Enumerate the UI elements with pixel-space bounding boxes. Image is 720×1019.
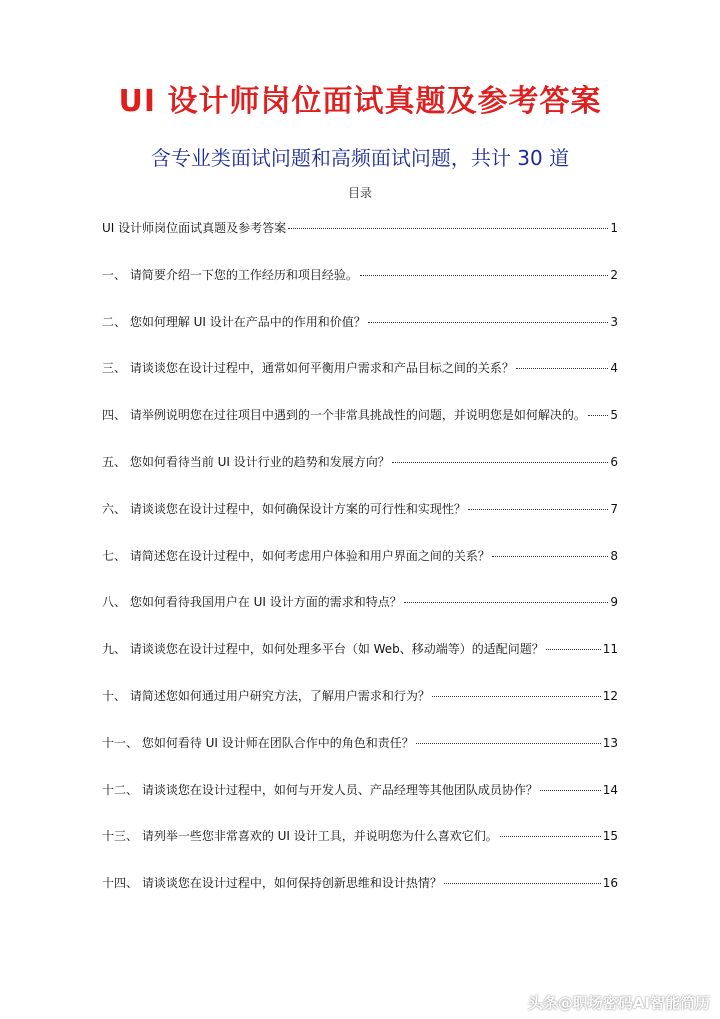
toc-entry-text: 六、 请谈谈您在设计过程中，如何确保设计方案的可行性和实现性？ — [102, 501, 466, 516]
toc-entry-text: 十、 请简述您如何通过用户研究方法，了解用户需求和行为？ — [102, 688, 430, 703]
toc-entry[interactable] — [102, 781, 618, 828]
toc-entry-page: 11 — [602, 642, 618, 657]
toc-entry[interactable] — [102, 266, 618, 313]
toc-leader-dots — [404, 602, 609, 603]
toc-entry[interactable] — [102, 827, 618, 874]
toc-entry-page: 1 — [610, 221, 618, 235]
toc-leader-dots — [492, 556, 609, 557]
toc-leader-dots — [416, 743, 601, 744]
toc-entry-text: 三、 请谈谈您在设计过程中，通常如何平衡用户需求和产品目标之间的关系？ — [102, 361, 514, 376]
toc-entry-text: 十二、 请谈谈您在设计过程中，如何与开发人员、产品经理等其他团队成员协作？ — [102, 782, 538, 797]
toc-leader-dots — [588, 415, 609, 416]
toc-leader-dots — [288, 228, 608, 229]
table-of-contents — [102, 219, 618, 921]
toc-leader-dots — [392, 462, 609, 463]
toc-entry[interactable] — [102, 593, 618, 640]
toc-entry-page: 6 — [610, 454, 618, 469]
toc-entry-text: 十三、 请列举一些您非常喜欢的 UI 设计工具，并说明您为什么喜欢它们。 — [102, 829, 498, 844]
toc-entry-text: 四、 请举例说明您在过往项目中遇到的一个非常具挑战性的问题，并说明您是如何解决的。 — [102, 408, 586, 423]
document-title: UI 设计师岗位面试真题及参考答案 — [118, 84, 602, 119]
toc-entry[interactable] — [102, 547, 618, 594]
toc-entry-page: 5 — [610, 408, 618, 423]
toc-leader-dots — [368, 322, 609, 323]
toc-entry-page: 7 — [610, 501, 618, 516]
toc-leader-dots — [468, 509, 609, 510]
toc-entry-page: 9 — [610, 595, 618, 610]
toc-entry[interactable] — [102, 734, 618, 781]
toc-entry[interactable] — [102, 406, 618, 453]
toc-entry[interactable] — [102, 313, 618, 360]
toc-leader-dots — [540, 790, 601, 791]
toc-entry[interactable] — [102, 874, 618, 921]
toc-entry-text: 十一、 您如何看待 UI 设计师在团队合作中的角色和责任？ — [102, 735, 414, 750]
toc-leader-dots — [516, 368, 609, 369]
toc-entry-text: 七、 请简述您在设计过程中，如何考虑用户体验和用户界面之间的关系？ — [102, 548, 490, 563]
toc-entry[interactable] — [102, 640, 618, 687]
toc-entry-page: 3 — [610, 314, 618, 329]
toc-entry-text: 一、 请简要介绍一下您的工作经历和项目经验。 — [102, 267, 358, 282]
toc-leader-dots — [500, 836, 601, 837]
toc-entry[interactable] — [102, 687, 618, 734]
toc-entry-page: 2 — [610, 267, 618, 282]
toc-entry-page: 16 — [602, 876, 618, 891]
toc-entry-text: 二、 您如何理解 UI 设计在产品中的作用和价值？ — [102, 314, 366, 329]
toc-entry-text: 八、 您如何看待我国用户在 UI 设计方面的需求和特点？ — [102, 595, 402, 610]
toc-leader-dots — [432, 696, 601, 697]
toc-entry-page: 8 — [610, 548, 618, 563]
toc-entry-text: 十四、 请谈谈您在设计过程中，如何保持创新思维和设计热情？ — [102, 876, 442, 891]
toc-heading: 目录 — [347, 186, 372, 200]
toc-entry-text: 五、 您如何看待当前 UI 设计行业的趋势和发展方向？ — [102, 454, 390, 469]
document-subtitle: 含专业类面试问题和高频面试问题，共计 30 道 — [150, 146, 570, 170]
toc-entry-text: 九、 请谈谈您在设计过程中，如何处理多平台（如 Web、移动端等）的适配问题？ — [102, 642, 544, 657]
toc-leader-dots — [546, 649, 601, 650]
watermark: 头条@职场密码AI智能简历 — [527, 994, 710, 1012]
toc-entry-page: 13 — [602, 735, 618, 750]
toc-entry[interactable] — [102, 359, 618, 406]
toc-entry-page: 14 — [602, 782, 618, 797]
toc-entry-page: 12 — [602, 688, 618, 703]
toc-entry[interactable] — [102, 500, 618, 547]
toc-entry-page: 15 — [602, 829, 618, 844]
toc-entry-page: 4 — [610, 361, 618, 376]
toc-leader-dots — [444, 883, 601, 884]
toc-entry-text: UI 设计师岗位面试真题及参考答案 — [102, 221, 287, 235]
toc-entry[interactable] — [102, 219, 618, 266]
toc-entry[interactable] — [102, 453, 618, 500]
toc-leader-dots — [360, 275, 609, 276]
